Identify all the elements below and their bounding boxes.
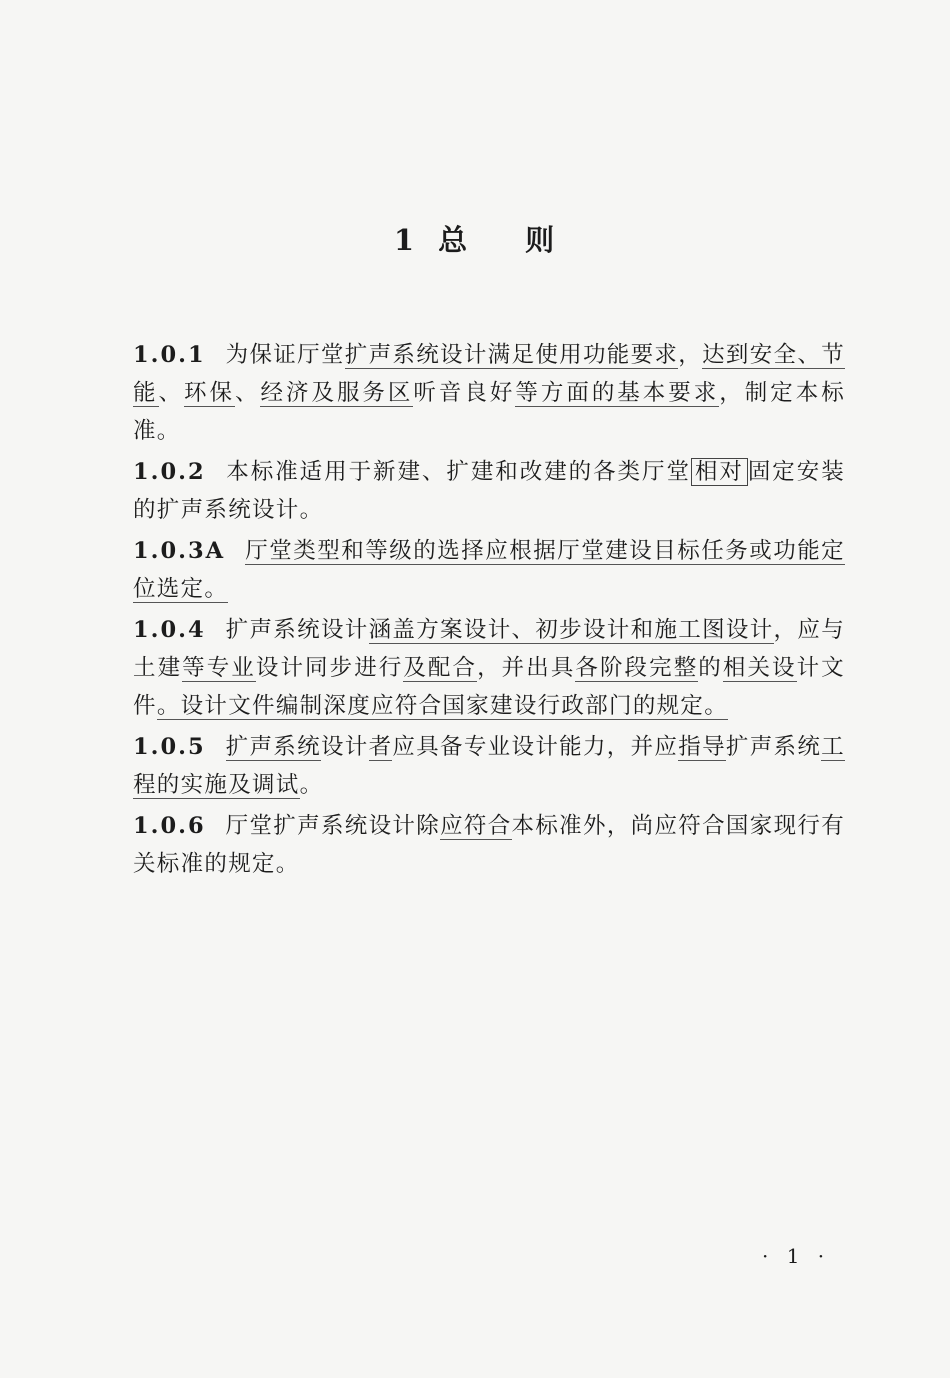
clause-list: [133, 336, 845, 886]
chapter-title-word-2: 则: [525, 223, 557, 257]
clause-1-0-1: [133, 336, 845, 450]
clause-number: 1.0.1: [133, 342, 206, 368]
underlined-text: 及配合: [403, 655, 478, 681]
page-number: · 1 ·: [762, 1244, 831, 1268]
clause-text: 。: [299, 772, 324, 798]
underlined-text: 扩声系统设计满足使用功能要求: [344, 342, 679, 368]
underlined-text: 等专业: [182, 655, 256, 681]
clause-text: ，: [678, 342, 703, 368]
clause-text: 为保证厅堂: [225, 342, 345, 368]
clause-text: 固定安装的扩声系统设计。: [133, 459, 846, 523]
clause-text: 应具备专业设计能力，并应: [392, 734, 679, 760]
underlined-text: 。设计文件编制深度应符合国家建设行政部门的规定。: [156, 693, 729, 719]
clause-text: 本标准适用于新建、扩建和改建的各类厅堂: [225, 459, 691, 485]
clause-text: 听音良好: [413, 380, 516, 406]
underlined-text: 等方面的基本要求: [515, 380, 720, 406]
clause-text: 的: [698, 655, 723, 681]
clause-text: 本标准外，尚应符合国家现行有关标准的规定。: [133, 813, 846, 877]
clause-text: ，并出具: [477, 655, 576, 681]
clause-1-0-2: [133, 453, 845, 529]
chapter-number: 1: [393, 223, 417, 257]
underlined-text: 环保: [184, 380, 235, 406]
clause-text: 、: [158, 380, 184, 406]
clause-number: 1.0.3A: [133, 538, 226, 564]
underlined-text: 节能: [133, 342, 845, 406]
clause-text: 、: [234, 380, 261, 406]
underlined-text: 扩声系统: [225, 734, 321, 760]
clause-text: 设计: [320, 734, 369, 760]
underlined-text: 厅堂类型和等级的选择应根据厅堂建设目标任务或功能定位选定。: [133, 538, 845, 602]
clause-number: 1.0.5: [133, 734, 206, 760]
clause-1-0-5: [133, 728, 845, 804]
clause-number: 1.0.4: [133, 617, 206, 643]
chapter-title-word-1: 总: [438, 223, 470, 257]
underlined-text: 指导: [678, 734, 726, 760]
clause-1-0-3a: [133, 532, 845, 608]
underlined-text: 者: [368, 734, 393, 760]
clause-text: ，应与土建: [133, 617, 845, 681]
clause-text: 扩声系统设计: [225, 617, 369, 643]
underlined-text: 达到安全、: [702, 342, 822, 368]
underlined-text: 经济及服务区: [260, 380, 414, 406]
clause-text: 设计同步进行: [255, 655, 404, 681]
underlined-text: 各阶段完整: [575, 655, 699, 681]
clause-text: 厅堂扩声系统设计除: [225, 813, 441, 839]
underlined-text: 应符合: [440, 813, 512, 839]
boxed-text: 相对: [691, 458, 748, 486]
chapter-title: [0, 218, 950, 259]
underlined-text: 涵盖方案设计、初步设计和施工图设计: [368, 617, 774, 643]
clause-1-0-6: [133, 807, 845, 883]
underlined-text: 相关设: [722, 655, 797, 681]
underlined-text: 工程的实施及调试: [133, 734, 845, 798]
clause-text: 计文件: [133, 655, 845, 719]
clause-1-0-4: [133, 611, 845, 725]
clause-text: ，制定本标准。: [133, 380, 845, 444]
clause-number: 1.0.2: [133, 459, 206, 485]
clause-text: 扩声系统: [725, 734, 822, 760]
clause-number: 1.0.6: [133, 813, 206, 839]
